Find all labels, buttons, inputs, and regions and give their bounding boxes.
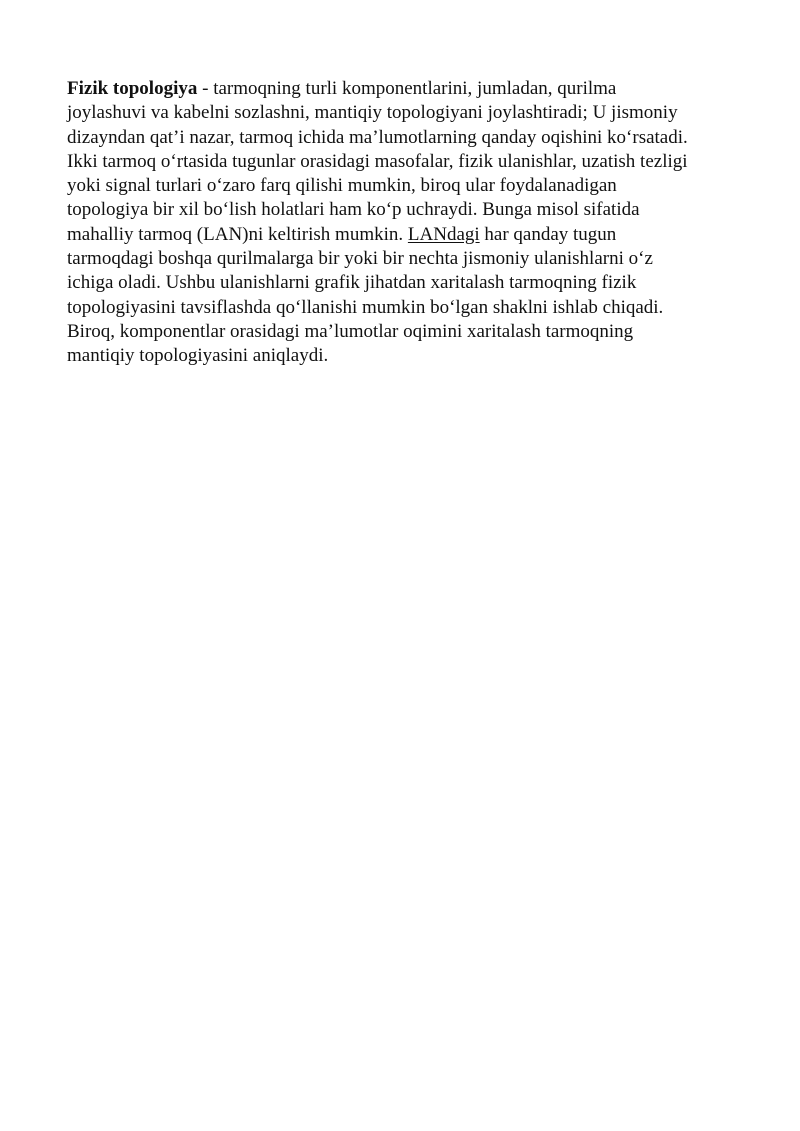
text-line-7-end: har qanday tugun: [479, 223, 617, 245]
body-paragraph: [67, 77, 779, 369]
text-line-12: mantiqiy topologiyasini aniqlaydi.: [67, 345, 329, 367]
text-line-6: topologiya bir xil bo‘lish holatlari ham ko‘p uchraydi. Bunga misol sifatida: [67, 199, 640, 221]
text-line-11: Biroq, komponentlar orasidagi ma’lumotlar oqimini xaritalash tarmoqning: [67, 320, 634, 342]
landagi-link[interactable]: LANdagi: [407, 223, 480, 245]
text-line-10: topologiyasini tavsiflashda qo‘llanishi mumkin bo‘lgan shaklni ishlab chiqadi.: [67, 296, 664, 318]
text-line-1: - tarmoqning turli komponentlarini, jumladan, qurilma: [197, 78, 617, 99]
text-line-7-start: mahalliy tarmoq (LAN)ni keltirish mumkin.: [67, 223, 408, 245]
text-line-2: joylashuvi va kabelni sozlashni, mantiqiy topologiyani joylashtiradi; U jismoniy: [67, 102, 678, 124]
text-line-4: Ikki tarmoq o‘rtasida tugunlar orasidagi masofalar, fizik ulanishlar, uzatish tezligi: [67, 150, 688, 172]
text-line-9: ichiga oladi. Ushbu ulanishlarni grafik jihatdan xaritalash tarmoqning fizik: [67, 272, 637, 294]
text-line-5: yoki signal turlari o‘zaro farq qilishi mumkin, biroq ular foydalanadigan: [67, 175, 617, 197]
defined-term: Fizik topologiya: [67, 78, 198, 99]
text-line-3: dizayndan qat’i nazar, tarmoq ichida ma’lumotlarning qanday oqishini ko‘rsatadi.: [67, 126, 688, 148]
text-line-8: tarmoqdagi boshqa qurilmalarga bir yoki bir nechta jismoniy ulanishlarni o‘z: [67, 248, 653, 270]
